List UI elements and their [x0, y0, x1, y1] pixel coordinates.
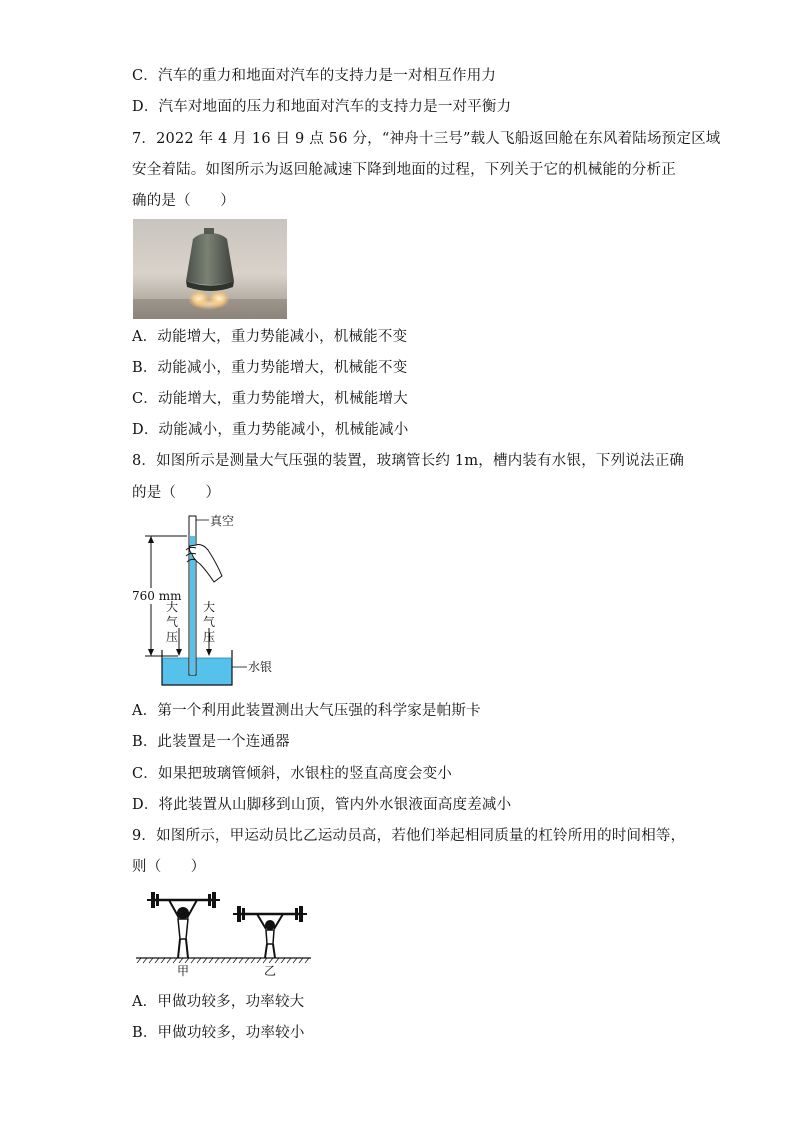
vacuum-label: 真空 [210, 514, 235, 528]
q7-stem-line3: 确的是（ ） [132, 193, 235, 209]
q7-stem-line1: 7．2022 年 4 月 16 日 9 点 56 分，“神舟十三号”载人飞船返回舱在东风着陆场预定区域 [132, 131, 721, 147]
q8-option-c: C．如果把玻璃管倾斜，水银柱的竖直高度会变小 [132, 766, 452, 782]
q7-option-c: C．动能增大，重力势能增大，机械能增大 [132, 391, 408, 407]
q8-option-d: D．将此装置从山脚移到山顶，管内外水银液面高度差减小 [132, 797, 512, 813]
capsule-landing-image [133, 219, 287, 319]
q9-option-b: B．甲做功较多，功率较小 [132, 1025, 305, 1041]
q7-option-b: B．动能减小，重力势能增大，机械能不变 [132, 360, 408, 376]
q8-stem-line2: 的是（ ） [132, 485, 221, 501]
pressure-left-3: 压 [166, 630, 179, 644]
pressure-left-2: 气 [166, 615, 179, 629]
q8-torricelli-figure [130, 510, 290, 695]
pressure-right-1: 大 [203, 600, 216, 614]
q8-option-b: B．此装置是一个连通器 [132, 734, 290, 750]
label-yi: 乙 [264, 964, 277, 978]
athlete-jia [147, 892, 220, 958]
q9-stem-line2: 则（ ） [132, 859, 206, 875]
q7-capsule-photo [133, 219, 287, 319]
q9-stem-line1: 9．如图所示，甲运动员比乙运动员高，若他们举起相同质量的杠铃所用的时间相等， [132, 828, 686, 844]
q6-option-d: D．汽车对地面的压力和地面对汽车的支持力是一对平衡力 [132, 99, 512, 115]
label-jia: 甲 [177, 964, 190, 978]
q7-option-a: A．动能增大，重力势能减小，机械能不变 [132, 329, 408, 345]
q9-option-a: A．甲做功较多，功率较大 [132, 994, 305, 1010]
athlete-yi [233, 906, 307, 958]
q7-stem-line2: 安全着陆。如图所示为返回舱减速下降到地面的过程，下列关于它的机械能的分析正 [132, 162, 676, 178]
q9-weightlifters-figure [133, 884, 313, 979]
pressure-right-2: 气 [203, 615, 216, 629]
q8-option-a: A．第一个利用此装置测出大气压强的科学家是帕斯卡 [132, 703, 481, 719]
q8-stem-line1: 8．如图所示是测量大气压强的装置，玻璃管长约 1m，槽内装有水银，下列说法正确 [132, 453, 685, 469]
pressure-right-3: 压 [203, 630, 216, 644]
pressure-left-1: 大 [166, 600, 179, 614]
q6-option-c: C．汽车的重力和地面对汽车的支持力是一对相互作用力 [132, 68, 497, 84]
mercury-label: 水银 [248, 660, 273, 674]
q7-option-d: D．动能减小，重力势能减小，机械能减小 [132, 422, 409, 438]
height-label: 760 mm [132, 589, 182, 603]
